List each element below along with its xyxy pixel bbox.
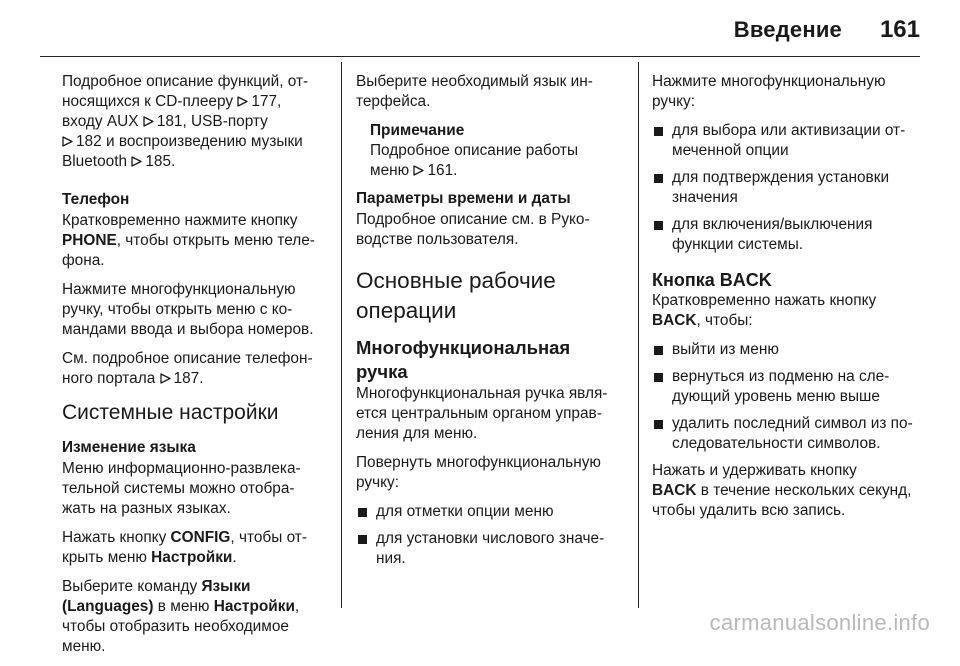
page-reference-icon	[62, 136, 73, 147]
page-header	[0, 0, 960, 52]
paragraph: Нажмите многофункциональную ручку:	[652, 73, 886, 110]
paragraph: Кратковременно нажать кнопку BACK, чтобы:	[652, 292, 877, 329]
paragraph: Нажать кнопку CONFIG, чтобы от- крыть меню Настройки.	[62, 529, 307, 566]
paragraph: Подробное описание функций, от- носящихся к CD-плееру 177, входу AUX 181, USB-порту 182 и воспроизведению музыки Bluetooth 185.	[62, 73, 309, 170]
menu-settings: Настройки	[151, 549, 233, 566]
paragraph: См. подробное описание телефон- ного портала 187.	[62, 350, 313, 387]
key-config: CONFIG	[170, 529, 231, 546]
page-reference-icon	[237, 96, 248, 107]
page-reference-icon	[143, 116, 154, 127]
page-reference-icon	[413, 165, 424, 176]
note-heading: Примечание	[370, 122, 465, 139]
column-2	[356, 72, 624, 576]
list-item: выйти из меню	[652, 340, 930, 360]
list-item: удалить последний символ из по- следовательности символов.	[652, 414, 930, 454]
bullet-icon	[654, 420, 663, 429]
bullet-icon	[654, 346, 663, 355]
bullet-icon	[358, 508, 367, 517]
page-number: 161	[879, 16, 920, 43]
paragraph: Многофункциональная ручка явля- ется центральным органом управ- ления для меню.	[356, 385, 608, 442]
subsection-heading-knob: Многофункциональная ручка	[356, 337, 571, 382]
subsection-heading-language: Изменение языка	[62, 439, 196, 456]
column-1	[62, 72, 327, 666]
paragraph: Нажмите многофункциональную ручку, чтобы открыть меню с ко- мандами ввода и выбора номеров.	[62, 281, 314, 338]
note-block: Примечание Подробное описание работы меню 161.	[356, 121, 624, 181]
subsection-heading-back: Кнопка BACK	[652, 270, 772, 290]
bullet-icon	[654, 127, 663, 136]
key-back: BACK	[652, 312, 697, 329]
subsection-heading-time: Параметры времени и даты	[356, 190, 571, 207]
section-heading-phone: Телефон	[62, 191, 130, 208]
list-item: для отметки опции меню	[356, 502, 624, 522]
bullet-icon	[654, 174, 663, 183]
paragraph: Меню информационно-развлека- тельной системы можно отобра- жать на разных языках.	[62, 460, 301, 517]
list-item: вернуться из подменю на сле- дующий уровень меню выше	[652, 367, 930, 407]
paragraph: Повернуть многофункциональную ручку:	[356, 454, 601, 491]
list-item: для выбора или активизации от- меченной опции	[652, 121, 930, 161]
paragraph: Выберите команду Языки (Languages) в меню Настройки, чтобы отобразить необходимое меню.	[62, 578, 300, 655]
watermark: carmanualsonline.info	[709, 610, 930, 635]
bullet-icon	[654, 373, 663, 382]
bullet-icon	[358, 535, 367, 544]
key-phone: PHONE	[62, 232, 117, 249]
column-divider	[638, 62, 639, 608]
column-3	[652, 72, 930, 530]
bullet-icon	[654, 221, 663, 230]
paragraph: Подробное описание см. в Руко- водстве пользователя.	[356, 211, 590, 248]
key-back: BACK	[652, 482, 697, 499]
paragraph: Кратковременно нажмите кнопку PHONE, чтобы открыть меню теле- фона.	[62, 212, 315, 269]
list-item: для установки числового значе- ния.	[356, 529, 624, 569]
list-item: для подтверждения установки значения	[652, 168, 930, 208]
list-item: для включения/выключения функции системы.	[652, 215, 930, 255]
section-heading-operations: Основные рабочие операции	[356, 268, 556, 323]
page-title: Введение	[733, 17, 842, 42]
paragraph: Нажать и удерживать кнопку BACK в течение нескольких секунд, чтобы удалить всю запись.	[652, 462, 912, 519]
page-reference-icon	[131, 156, 142, 167]
header-divider	[40, 56, 920, 57]
section-heading-system: Системные настройки	[62, 401, 279, 424]
page-reference-icon	[160, 373, 171, 384]
column-divider	[341, 62, 342, 608]
paragraph: Выберите необходимый язык ин- терфейса.	[356, 73, 593, 110]
menu-languages: Языки	[201, 578, 251, 595]
